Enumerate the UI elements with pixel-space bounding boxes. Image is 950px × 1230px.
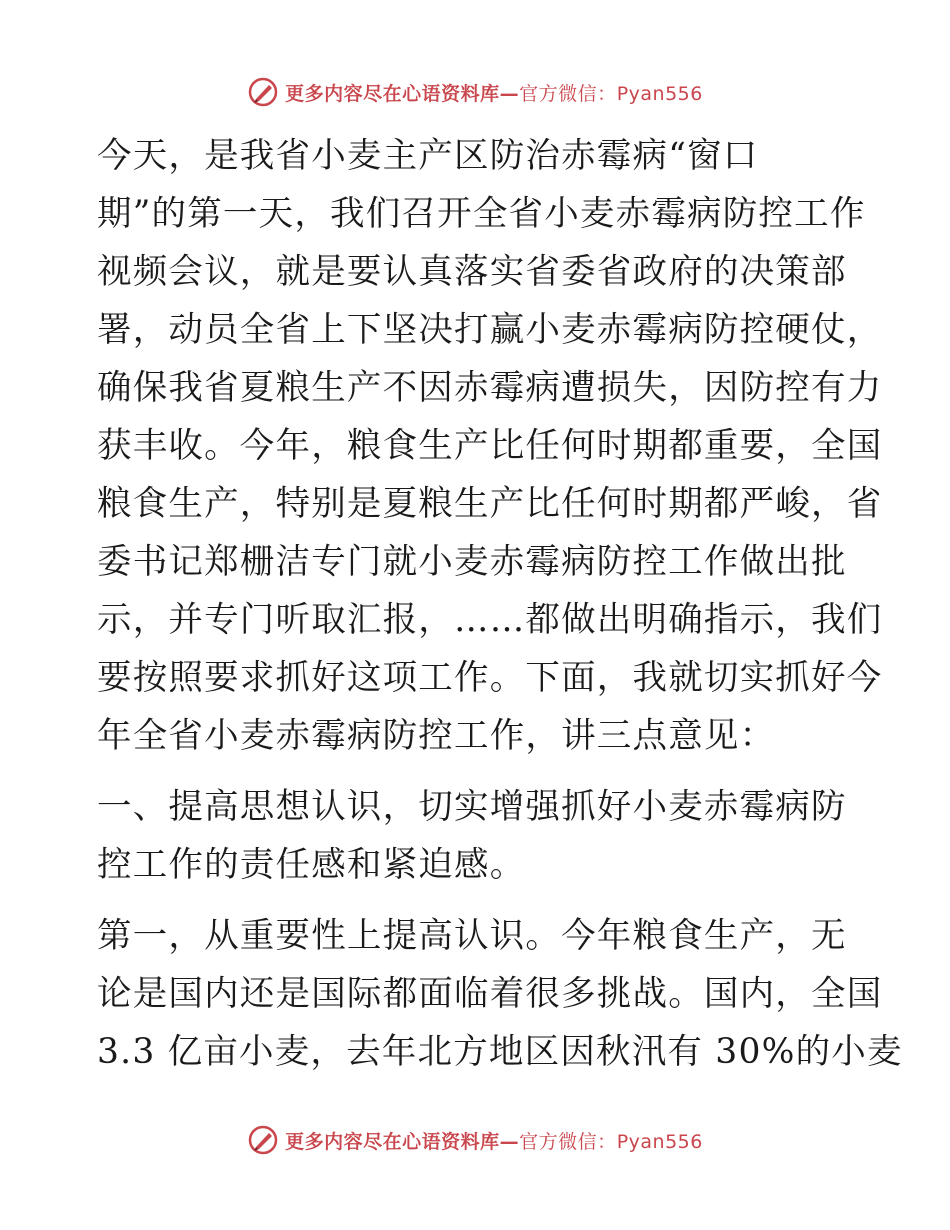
header-watermark: [0, 72, 950, 112]
text-line: 3.3 亿亩小麦，去年北方地区因秋汛有 30%的小麦: [97, 1032, 903, 1072]
watermark-separator: —: [499, 82, 520, 105]
watermark-wechat-label: 官方微信：: [519, 1130, 617, 1153]
watermark-text: [285, 1127, 703, 1154]
section-heading-one: [97, 778, 857, 894]
text-line: 控工作的责任感和紧迫感。: [97, 845, 526, 885]
text-line: 委书记郑栅洁专门就小麦赤霉病防控工作做出批: [97, 542, 847, 582]
text-line: 视频会议，就是要认真落实省委省政府的决策部: [97, 252, 847, 292]
watermark-text: [285, 79, 703, 106]
text-line: 示，并专门听取汇报，……都做出明确指示，我们: [97, 600, 883, 640]
text-line: 期”的第一天，我们召开全省小麦赤霉病防控工作: [97, 194, 866, 234]
watermark-wechat-label: 官方微信：: [519, 82, 617, 105]
text-line: 粮食生产，特别是夏粮生产比任何时期都严峻，省: [97, 484, 883, 524]
text-line: 获丰收。今年，粮食生产比任何时期都重要，全国: [97, 426, 883, 466]
watermark-site: 更多内容尽在心语资料库: [285, 82, 500, 105]
watermark-wechat-id: Pyan556: [616, 82, 703, 105]
text-line: 今天，是我省小麦主产区防治赤霉病“窗口: [97, 136, 759, 176]
paragraph-intro: [97, 127, 883, 765]
text-line: 论是国内还是国际都面临着很多挑战。国内，全国: [97, 974, 883, 1014]
text-line: 要按照要求抓好这项工作。下面，我就切实抓好今: [97, 658, 883, 698]
footer-watermark: [0, 1120, 950, 1160]
watermark-wechat-id: Pyan556: [616, 1130, 703, 1153]
watermark-site: 更多内容尽在心语资料库: [285, 1130, 500, 1153]
watermark-separator: —: [499, 1130, 520, 1153]
text-line: 第一，从重要性上提高认识。今年粮食生产，无: [97, 916, 847, 956]
logo-icon: [247, 1124, 279, 1156]
text-line: 年全省小麦赤霉病防控工作，讲三点意见：: [97, 716, 776, 756]
paragraph-first-point: [97, 907, 903, 1081]
text-line: 一、提高思想认识，切实增强抓好小麦赤霉病防: [97, 787, 847, 827]
text-line: 署，动员全省上下坚决打赢小麦赤霉病防控硬仗，: [97, 310, 883, 350]
text-line: 确保我省夏粮生产不因赤霉病遭损失，因防控有力: [97, 368, 883, 408]
logo-icon: [247, 76, 279, 108]
